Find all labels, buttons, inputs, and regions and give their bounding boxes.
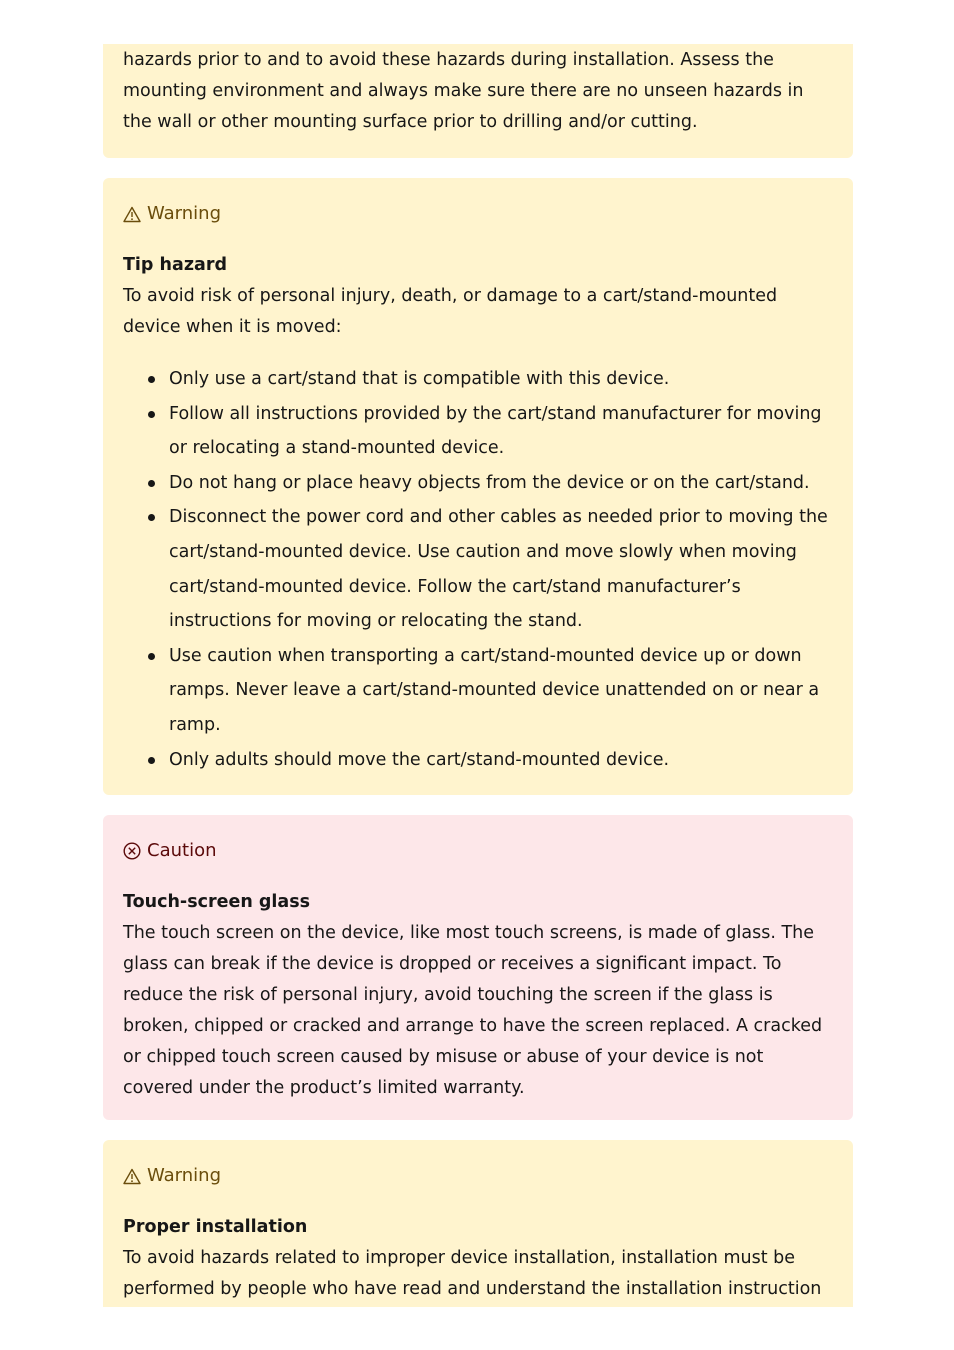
warning-triangle-icon — [123, 1168, 141, 1185]
callout-title: Touch-screen glass — [123, 892, 311, 912]
list-item: Disconnect the power cord and other cables as needed prior to moving the cart/stand-mounted device. Use caution and move slowly when moving cart/stand-mounted device. Follow the cart/stand manufacturer’s instructions for moving or relocating the stand. — [169, 500, 833, 638]
list-item: Only use a cart/stand that is compatible with this device. — [169, 362, 833, 397]
list-item: Follow all instructions provided by the cart/stand manufacturer for moving or relocating a stand-mounted device. — [169, 397, 833, 466]
callout-label: Warning — [147, 1165, 222, 1186]
circle-x-icon — [123, 842, 141, 860]
callout-body: hazards prior to and to avoid these hazards during installation. Assess the mounting environment and always make sure there are no unseen hazards in the wall or other mounting surface prior to drilling and/or cutting. — [123, 50, 804, 132]
warning-callout-continued — [103, 44, 853, 158]
list-item: Do not hang or place heavy objects from the device or on the cart/stand. — [169, 466, 833, 501]
warning-callout-proper-installation — [103, 1140, 853, 1307]
list-item: Use caution when transporting a cart/stand-mounted device up or down ramps. Never leave a cart/stand-mounted device unattended on or near a ramp. — [169, 639, 833, 743]
list-item: Only adults should move the cart/stand-mounted device. — [169, 743, 833, 778]
callout-heading — [123, 839, 833, 863]
callout-title: Proper installation — [123, 1217, 308, 1237]
callout-heading — [123, 1164, 833, 1188]
warning-triangle-icon — [123, 206, 141, 223]
callout-body: The touch screen on the device, like most touch screens, is made of glass. The glass can break if the device is dropped or receives a significant impact. To reduce the risk of personal injury, avoid touching the screen if the glass is broken, chipped or cracked and arrange to have the screen replaced. A cracked or chipped touch screen caused by misuse or abuse of your device is not covered under the product’s limited warranty. — [123, 923, 823, 1098]
callout-label: Caution — [147, 840, 217, 861]
callout-intro: To avoid risk of personal injury, death, or damage to a cart/stand-mounted device when it is moved: — [123, 286, 778, 337]
callout-label: Warning — [147, 203, 222, 224]
caution-callout-touch-screen — [103, 815, 853, 1120]
callout-body: To avoid hazards related to improper device installation, installation must be performed by people who have read and understand the installation instruction — [123, 1248, 822, 1299]
warning-callout-tip-hazard — [103, 178, 853, 795]
callout-title: Tip hazard — [123, 255, 227, 275]
hazard-list — [123, 362, 833, 777]
callout-heading — [123, 202, 833, 226]
